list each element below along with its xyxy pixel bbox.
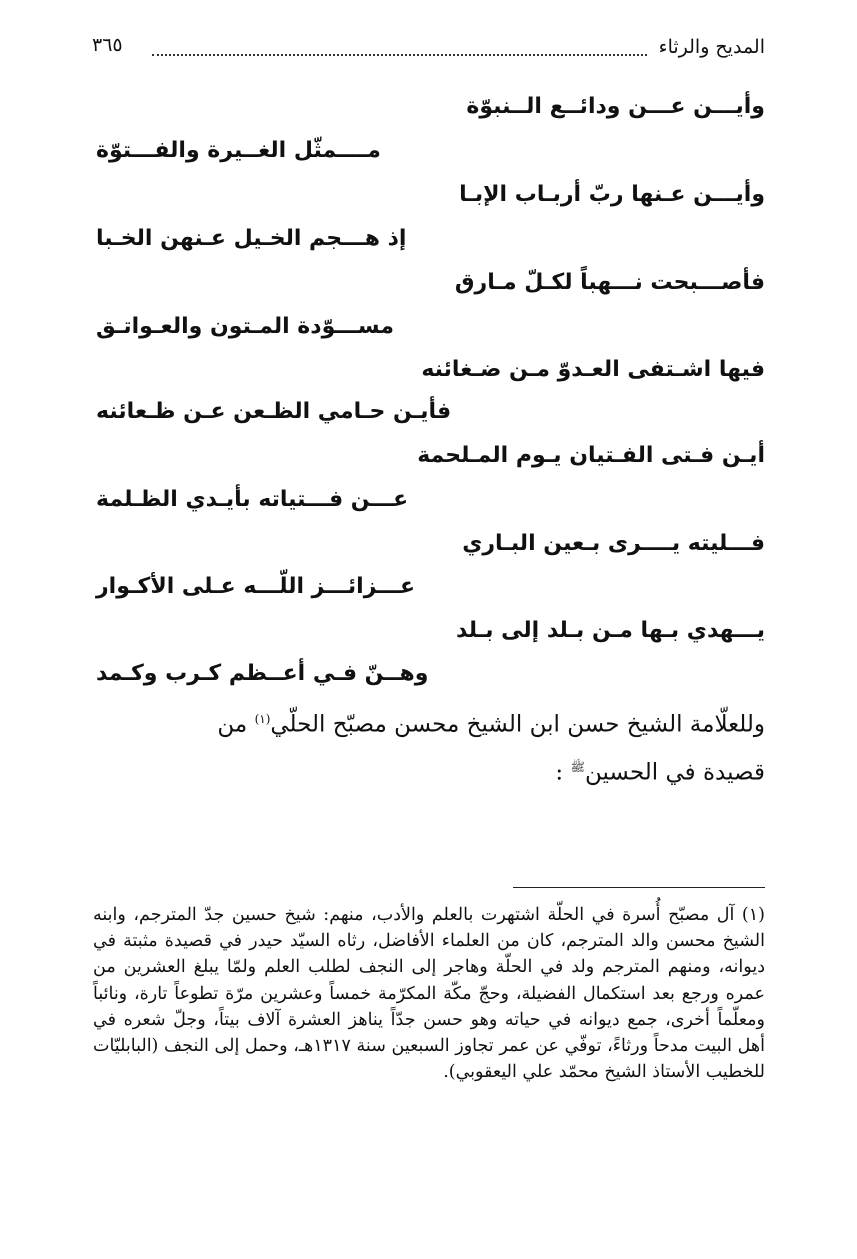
intro-text-1-end: من <box>217 711 248 738</box>
verse-3-hemistich-1: فأصـــبحت نـــهباً لكـلّ مـارق <box>454 270 765 295</box>
verse-5-hemistich-1: أيـن فـتى الفـتيان يـوم المـلحمة <box>417 443 765 468</box>
verse-4-hemistich-2: فأيـن حـامي الظـعن عـن ظـعائنه <box>96 399 452 424</box>
intro-line-1 <box>95 698 765 746</box>
honorific-symbol: ﷺ <box>570 759 585 774</box>
page-number: ٣٦٥ <box>92 34 123 56</box>
footnote-ref[interactable]: (١) <box>254 712 271 726</box>
verse-3-hemistich-2: مســـوّدة المـتون والعـواتـق <box>96 314 394 339</box>
verse-1-hemistich-1: وأيـــن عـــن ودائــع الــنبوّة <box>466 94 765 119</box>
verse-2-hemistich-2: إذ هـــجم الخـيل عـنهن الخـبا <box>96 226 407 251</box>
verse-4-hemistich-1: فيها اشـتفى العـدوّ مـن ضـغائنه <box>421 357 765 382</box>
footnote-separator <box>513 887 765 888</box>
intro-text-2: قصيدة في الحسين <box>584 759 765 786</box>
intro-text-1: وللعلّامة الشيخ حسن ابن الشيخ محسن مصبّح الحلّي <box>270 711 765 738</box>
verse-1-hemistich-2: مــــمثّل الغــيرة والفـــتوّة <box>96 138 381 163</box>
verse-5-hemistich-2: عـــن فـــتياته بأيـدي الظـلمة <box>96 487 409 512</box>
verse-7-hemistich-2: وهــنّ فـي أعــظم كـرب وكـمد <box>96 661 429 686</box>
leader-dots <box>152 40 647 56</box>
page-header <box>92 30 765 66</box>
running-title: المديح والرثاء <box>658 36 765 58</box>
verse-2-hemistich-1: وأيـــن عـنها ربّ أربـاب الإبـا <box>459 182 765 207</box>
verse-6-hemistich-2: عـــزائـــز اللّـــه عـلى الأكـوار <box>96 574 415 599</box>
intro-line-2 <box>95 746 765 794</box>
verse-6-hemistich-1: فـــليته يــــرى بـعين البـاري <box>462 531 765 556</box>
footnote: (١) آل مصبّح أُسرة في الحلّة اشتهرت بالعلم والأدب، منهم: شيخ حسين جدّ المترجم، وابنه الشيخ محسن والد المترجم، كان من العلماء الأفاضل، رثاه السيّد حيدر في قصيدة مثبتة في ديوانه، ومنهم المترجم ولد في الحلّة وهاجر إلى النجف لطلب العلم ولمّا يبلغ العشرين من عمره ورجع بعد استكمال الفضيلة، وحجّ مكّة المكرّمة خمساً وعشرين مرّة تطوعاً تارة، ونائباً ومعلّماً أخرى، جمع ديوانه في حياته وهو حسن جدّاً يناهز العشرة آلاف بيتاً، وجلّ شعره في أهل البيت مدحاً ورثاءً، توفّي عن عمر تجاوز السبعين سنة ١٣١٧هـ، وحمل إلى النجف (البابليّات للخطيب الأستاذ الشيخ محمّد علي اليعقوبي). <box>93 905 765 1083</box>
intro-paragraph <box>95 698 765 793</box>
verse-7-hemistich-1: يـــهدي بـها مـن بـلد إلى بـلد <box>455 618 765 643</box>
intro-text-2-end: : <box>555 759 564 786</box>
